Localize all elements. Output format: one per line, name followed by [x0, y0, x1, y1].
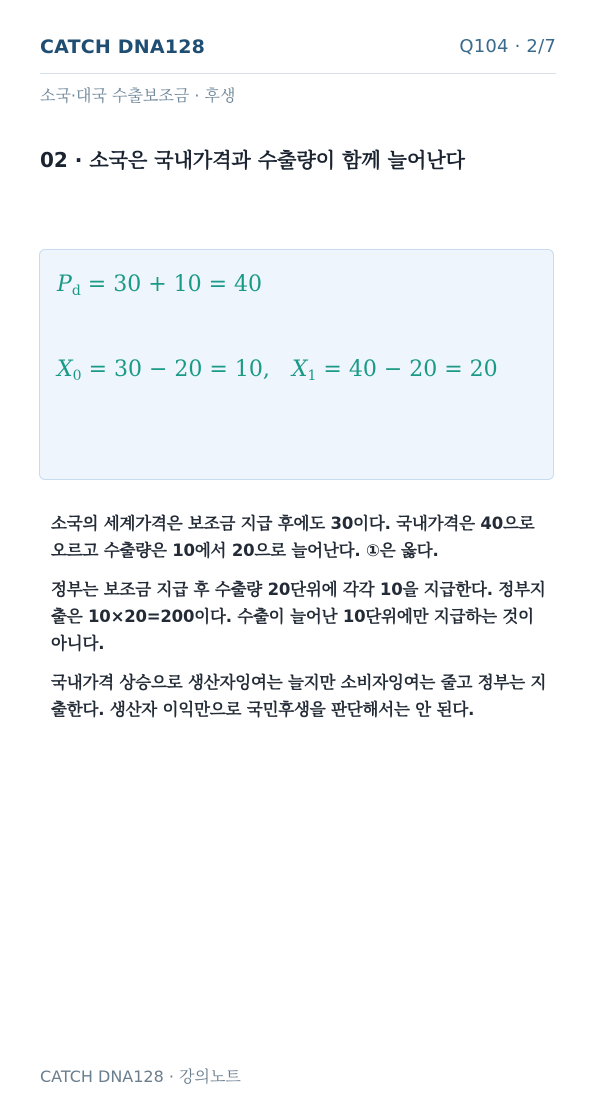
formula-domestic-price	[57, 272, 262, 299]
explanation-paragraph: 소국의 세계가격은 보조금 지급 후에도 30이다. 국내가격은 40으로 오르고 수출량은 10에서 20으로 늘어난다. ①은 옳다.	[51, 514, 535, 560]
page-header	[40, 36, 556, 74]
explanation-paragraph: 정부는 보조금 지급 후 수출량 20단위에 각각 10을 지급한다. 정부지출은 10×20=200이다. 수출이 늘어난 10단위에만 지급하는 것이 아니다.	[51, 580, 546, 653]
topic-subtitle: 소국·대국 수출보조금 · 후생	[40, 86, 236, 105]
brand-title: CATCH DNA128	[40, 36, 206, 58]
formula-var: P	[57, 272, 72, 297]
formula-export-quantity	[57, 357, 498, 384]
page-title: 02 · 소국은 국내가격과 수출량이 함께 늘어난다	[40, 148, 465, 172]
explanation-body	[51, 510, 551, 735]
formula-box	[39, 249, 554, 480]
formula-expression: = 30 − 20 = 10,	[81, 357, 270, 382]
formula-subscript: 0	[72, 368, 82, 384]
formula-expression: = 40 − 20 = 20	[316, 357, 498, 382]
formula-expression: = 30 + 10 = 40	[80, 272, 263, 297]
page-footer: CATCH DNA128 · 강의노트	[40, 1067, 241, 1086]
formula-var: X	[291, 357, 308, 382]
explanation-paragraph: 국내가격 상승으로 생산자잉여는 늘지만 소비자잉여는 줄고 정부는 지출한다. 생산자 이익만으로 국민후생을 판단해서는 안 된다.	[51, 673, 547, 719]
question-counter: Q104 · 2/7	[459, 36, 556, 57]
formula-subscript: 1	[307, 368, 317, 384]
formula-var: X	[57, 357, 73, 382]
formula-subscript: d	[71, 283, 81, 299]
